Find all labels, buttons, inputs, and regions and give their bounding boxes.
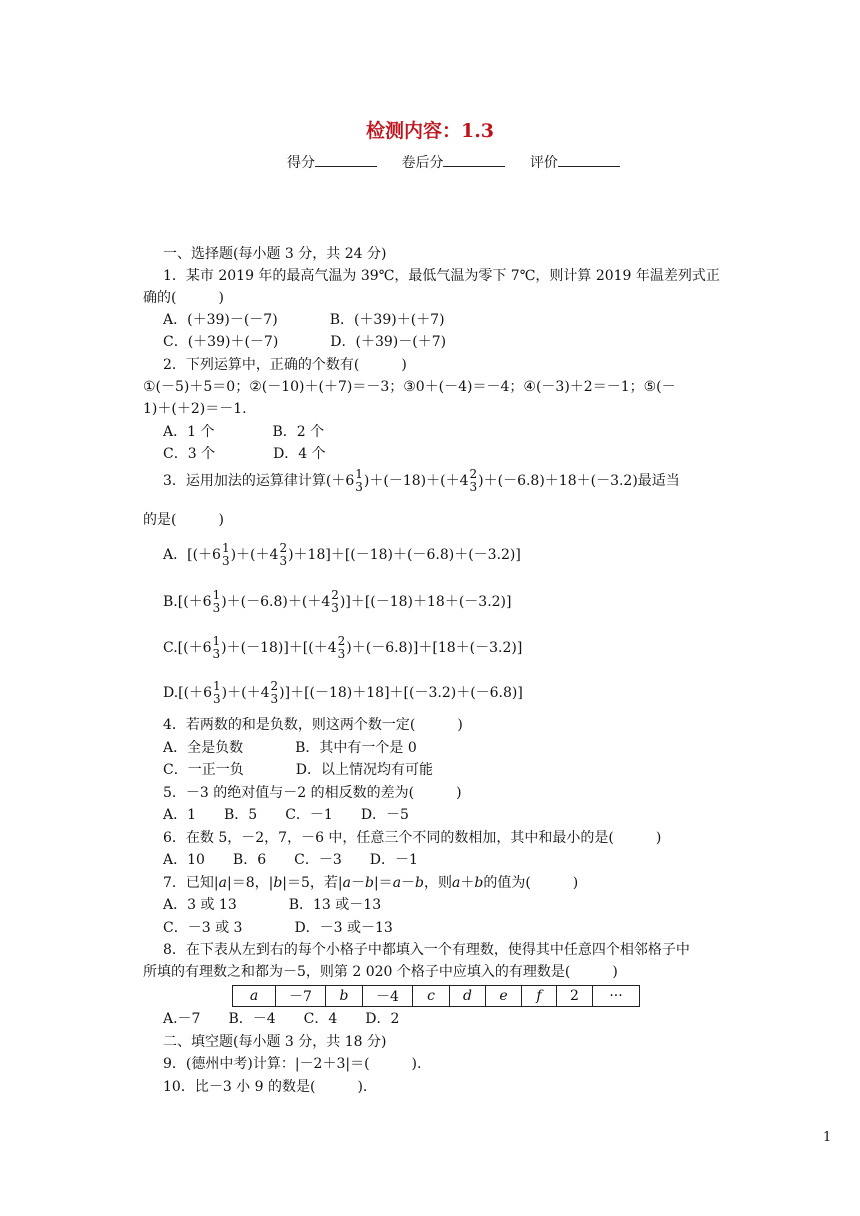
variable-b: b — [474, 875, 484, 891]
fraction-one-third — [355, 468, 363, 494]
variable-a: a — [452, 875, 461, 891]
fraction-two-thirds — [279, 542, 287, 568]
variable-a: a — [342, 875, 351, 891]
fraction-numerator: 1 — [212, 588, 221, 602]
fraction-denominator: 3 — [212, 647, 221, 661]
q8-options: A.－7 B．－4 C．4 D．2 — [163, 1011, 400, 1027]
q7-option-d: D．－3 或－13 — [294, 920, 393, 936]
fraction-one-third — [213, 589, 221, 615]
fraction-numerator: 1 — [213, 679, 221, 693]
eval-label: 评价 — [529, 155, 558, 171]
q3-option-a — [163, 542, 521, 568]
q4-stem: 4．若两数的和是负数，则这两个数一定( ) — [163, 717, 463, 733]
variable-b: b — [415, 875, 425, 891]
q3-option-c-part3: )＋(－6.8)]＋[18＋(－3.2)] — [346, 640, 523, 656]
q2-option-d: D．4 个 — [273, 446, 326, 462]
q3-stem-line1 — [163, 468, 680, 494]
q4-option-c: C．一正一负 — [163, 762, 244, 778]
table-row — [233, 986, 640, 1007]
fraction-denominator: 3 — [331, 601, 339, 615]
fraction-numerator: 2 — [337, 634, 346, 648]
q1-options-ab — [163, 311, 445, 329]
fraction-two-thirds — [338, 635, 346, 661]
q7-option-a: A．3 或 13 — [163, 897, 237, 913]
page-number: 1 — [823, 1130, 832, 1145]
q2-options-cd — [163, 445, 326, 463]
q3-option-c-part1: C.[(＋6 — [163, 640, 212, 656]
q3-option-b-part2: )＋(－6.8)＋(＋4 — [221, 594, 331, 610]
q7-options-cd — [163, 919, 393, 937]
fraction-numerator: 2 — [270, 679, 279, 693]
fraction-denominator: 3 — [337, 647, 346, 661]
q3-option-d-part1: D.[(＋6 — [163, 685, 213, 701]
fraction-denominator: 3 — [355, 480, 363, 494]
q7-text: － — [351, 875, 365, 891]
q2-option-b: B．2 个 — [272, 424, 325, 440]
q2-items-line1: ①(－5)＋5＝0；②(－10)＋(＋7)＝－3；③0＋(－4)＝－4；④(－3)＋2＝－1；⑤(－ — [143, 379, 676, 395]
fraction-denominator: 3 — [279, 554, 288, 568]
q2-option-a: A．1 个 — [163, 424, 215, 440]
q2-option-c: C．3 个 — [163, 446, 216, 462]
q3-option-c-part2: )＋(－18)]＋[(＋4 — [221, 640, 337, 656]
q7-options-ab — [163, 896, 381, 914]
q1-stem-line2: 确的( ) — [143, 290, 224, 306]
q5-options: A．1 B．5 C．－1 D．－5 — [163, 807, 409, 823]
score-label: 得分 — [287, 155, 315, 171]
q3-option-b-part3: )]＋[(－18)＋18＋(－3.2)] — [339, 594, 512, 610]
section1-heading: 一、选择题(每小题 3 分，共 24 分) — [163, 246, 387, 262]
variable-b: b — [273, 875, 283, 891]
q3-option-a-part2: )＋(＋4 — [230, 547, 279, 563]
q1-option-a: A．(＋39)－(－7) — [163, 312, 278, 328]
q7-text: 7．已知| — [163, 875, 219, 891]
fraction-two-thirds — [331, 589, 339, 615]
q1-option-c: C．(＋39)＋(－7) — [163, 334, 279, 350]
fraction-denominator: 3 — [221, 554, 230, 568]
page-title: 检测内容：1.3 — [365, 120, 495, 142]
table-cell: a — [233, 986, 276, 1007]
paper-score-blank — [443, 153, 505, 167]
q4-option-a: A．全是负数 — [163, 740, 244, 756]
q3-option-a-part1: A．[(＋6 — [163, 547, 221, 563]
q2-options-ab — [163, 423, 324, 441]
q3-stem-text-c: )＋(－6.8)＋18＋(－3.2)最适当 — [478, 473, 680, 489]
table-cell: c — [413, 986, 450, 1007]
q8-stem-line1: 8．在下表从左到右的每个小格子中都填入一个有理数，使得其中任意四个相邻格子中 — [163, 942, 690, 958]
q3-stem-text-b: )＋(－18)＋(＋4 — [363, 473, 469, 489]
q7-text: |＝8，| — [226, 875, 274, 891]
q3-option-a-part3: )＋18]＋[(－18)＋(－6.8)＋(－3.2)] — [288, 547, 521, 563]
fraction-numerator: 2 — [279, 541, 288, 555]
table-cell: －7 — [276, 986, 326, 1007]
fraction-one-third — [213, 680, 221, 706]
q9-stem: 9．(德州中考)计算：|－2＋3|＝( ). — [163, 1056, 422, 1072]
fraction-numerator: 1 — [212, 634, 221, 648]
table-cell: －4 — [363, 986, 413, 1007]
q7-text: |＝ — [373, 875, 393, 891]
q7-text: 的值为( ) — [483, 875, 579, 891]
q1-stem-line1: 1．某市 2019 年的最高气温为 39℃，最低气温为零下 7℃，则计算 2019 年温差列式正 — [163, 268, 720, 284]
table-cell: f — [522, 986, 557, 1007]
q7-text: |＝5，若| — [282, 875, 343, 891]
fraction-denominator: 3 — [469, 480, 478, 494]
fraction-one-third — [222, 542, 230, 568]
table-cell: b — [326, 986, 363, 1007]
q4-option-b: B．其中有一个是 0 — [295, 740, 417, 756]
fraction-denominator: 3 — [270, 692, 279, 706]
q3-option-c — [163, 635, 522, 661]
fraction-denominator: 3 — [212, 601, 221, 615]
fraction-numerator: 2 — [469, 467, 478, 481]
variable-a: a — [392, 875, 402, 891]
q8-stem-line2: 所填的有理数之和都为－5，则第 2 020 个格子中应填入的有理数是( ) — [143, 964, 618, 980]
table-cell: e — [486, 986, 522, 1007]
fraction-one-third — [213, 635, 221, 661]
fraction-two-thirds — [470, 468, 478, 494]
q1-option-d: D．(＋39)－(＋7) — [330, 334, 447, 350]
q3-option-d-part2: )＋(＋4 — [221, 685, 270, 701]
q7-stem — [163, 874, 578, 892]
q3-option-d — [163, 680, 523, 706]
variable-b: b — [365, 875, 374, 891]
q3-stem-line2: 的是( ) — [143, 512, 224, 528]
q7-text: ，则 — [424, 875, 453, 891]
q7-option-c: C．－3 或 3 — [163, 920, 243, 936]
q4-option-d: D．以上情况均有可能 — [295, 762, 433, 778]
score-blank — [315, 153, 377, 167]
fraction-denominator: 3 — [213, 692, 221, 706]
fraction-two-thirds — [271, 680, 279, 706]
q6-stem: 6．在数 5，－2，7，－6 中，任意三个不同的数相加，其中和最小的是( ) — [163, 830, 662, 846]
q10-stem: 10．比－3 小 9 的数是( ). — [163, 1079, 368, 1095]
q1-option-b: B．(＋39)＋(＋7) — [329, 312, 445, 328]
q3-stem-text-a: 3．运用加法的运算律计算(＋6 — [163, 473, 355, 489]
fraction-numerator: 1 — [221, 541, 230, 555]
table-cell: d — [450, 986, 486, 1007]
score-line — [287, 152, 640, 172]
fraction-numerator: 2 — [331, 588, 339, 602]
q6-options: A．10 B．6 C．－3 D．－1 — [163, 852, 418, 868]
q7-text: － — [401, 875, 416, 891]
q2-stem: 2．下列运算中，正确的个数有( ) — [163, 357, 407, 373]
table-cell: ··· — [593, 986, 640, 1007]
q7-text: ＋ — [460, 875, 475, 891]
section2-heading: 二、填空题(每小题 3 分，共 18 分) — [163, 1034, 387, 1050]
fraction-numerator: 1 — [355, 467, 363, 481]
q4-options-ab — [163, 739, 417, 757]
q7-option-b: B．13 或－13 — [288, 897, 382, 913]
q3-option-d-part3: )]＋[(－18)＋18]＋[(－3.2)＋(－6.8)] — [279, 685, 523, 701]
q4-options-cd — [163, 761, 433, 779]
q3-option-b-part1: B.[(＋6 — [163, 594, 212, 610]
paper-score-label: 卷后分 — [401, 155, 444, 171]
q1-options-cd — [163, 333, 446, 351]
sequence-table — [232, 985, 640, 1007]
eval-blank — [558, 153, 620, 167]
q5-stem: 5．－3 的绝对值与－2 的相反数的差为( ) — [163, 785, 462, 801]
table-cell: 2 — [557, 986, 593, 1007]
q2-items-line2: 1)＋(＋2)＝－1. — [143, 401, 247, 417]
q3-option-b — [163, 589, 511, 615]
variable-a: a — [218, 875, 227, 891]
